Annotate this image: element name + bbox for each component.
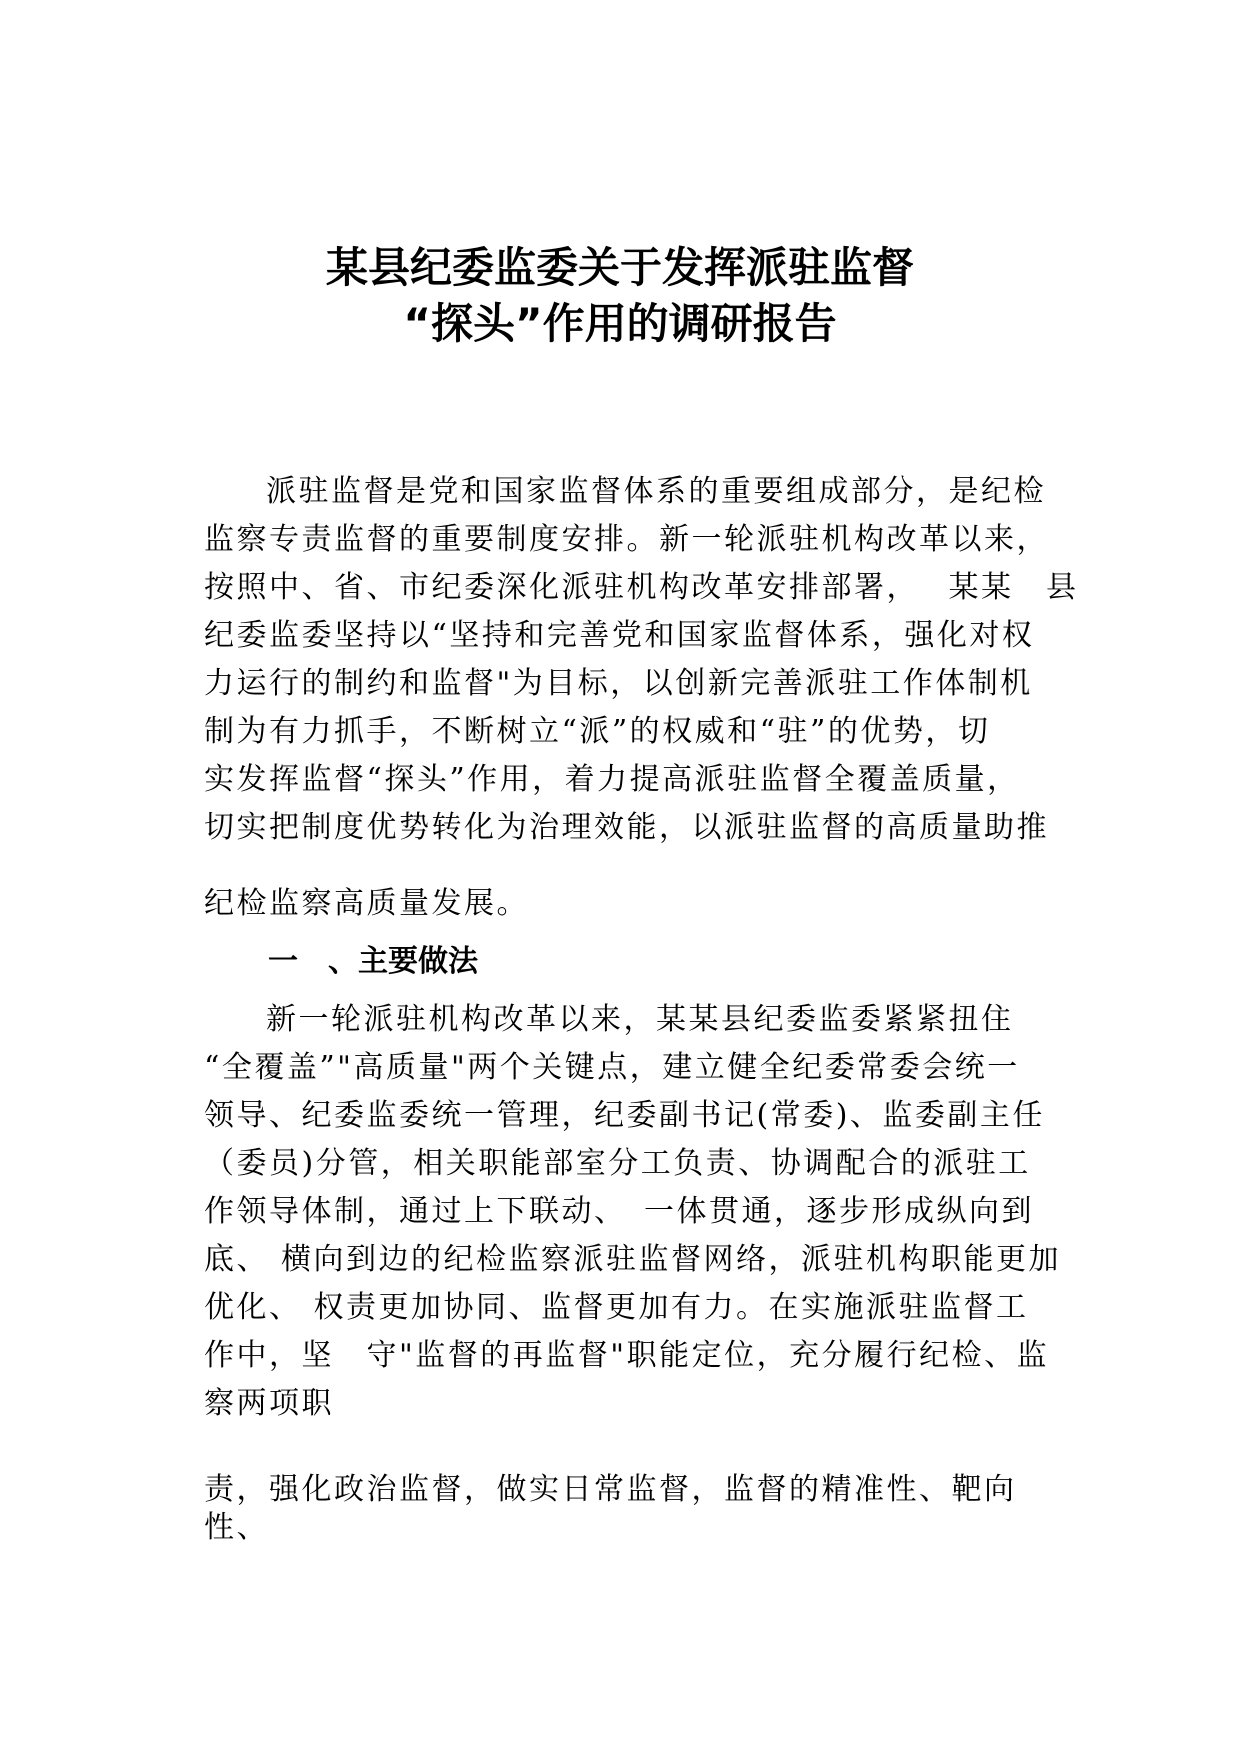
section-line: 底、 横向到边的纪检监察派驻监督网络，派驻机构职能更加 <box>204 1242 1062 1277</box>
intro-line: 按照中、省、市纪委深化派驻机构改革安排部署， 某某 县 <box>204 570 1079 605</box>
section-line: “全覆盖”"高质量"两个关键点，建立健全纪委常委会统一 <box>204 1050 1020 1085</box>
intro-line: 监察专责监督的重要制度安排。新一轮派驻机构改革以来， <box>204 522 1049 557</box>
section-paragraph <box>204 996 1084 1428</box>
intro-last-line: 纪检监察高质量发展。 <box>204 886 529 921</box>
tail-line-1: 责，强化政治监督，做实日常监督，监督的精准性、靶向 <box>204 1472 1017 1507</box>
intro-line: 实发挥监督“探头”作用，着力提高派驻监督全覆盖质量， <box>204 762 1020 797</box>
section-line: 领导、纪委监委统一管理，纪委副书记(常委)、监委副主任 <box>204 1098 1045 1133</box>
intro-line: 制为有力抓手，不断树立“派”的权威和“驻”的优势，切 <box>204 714 991 749</box>
section-line: 察两项职 <box>204 1386 334 1421</box>
title-line-2: “探头”作用的调研报告 <box>403 299 837 348</box>
intro-paragraph <box>204 468 1084 852</box>
section-line: 优化、 权责更加协同、监督更加有力。在实施派驻监督工 <box>204 1290 1029 1325</box>
tail-line-2: 性、 <box>204 1510 269 1545</box>
intro-line: 切实把制度优势转化为治理效能，以派驻监督的高质量助推 <box>204 810 1049 845</box>
intro-line: 派驻监督是党和国家监督体系的重要组成部分，是纪检 <box>266 474 1046 509</box>
section-heading: 一 、主要做法 <box>268 944 478 979</box>
section-line: （委员)分管，相关职能部室分工负责、协调配合的派驻工 <box>204 1146 1031 1181</box>
title-line-1: 某县纪委监委关于发挥派驻监督 <box>325 243 914 292</box>
document-title <box>0 240 1240 352</box>
section-line: 作中，坚 守"监督的再监督"职能定位，充分履行纪检、监 <box>204 1338 1050 1373</box>
section-line: 作领导体制，通过上下联动、 一体贯通，逐步形成纵向到 <box>204 1194 1034 1229</box>
intro-line: 纪委监委坚持以“坚持和完善党和国家监督体系，强化对权 <box>204 618 1035 653</box>
section-line: 新一轮派驻机构改革以来，某某县纪委监委紧紧扭住 <box>266 1002 1014 1037</box>
intro-line: 力运行的制约和监督"为目标，以创新完善派驻工作体制机 <box>204 666 1033 701</box>
